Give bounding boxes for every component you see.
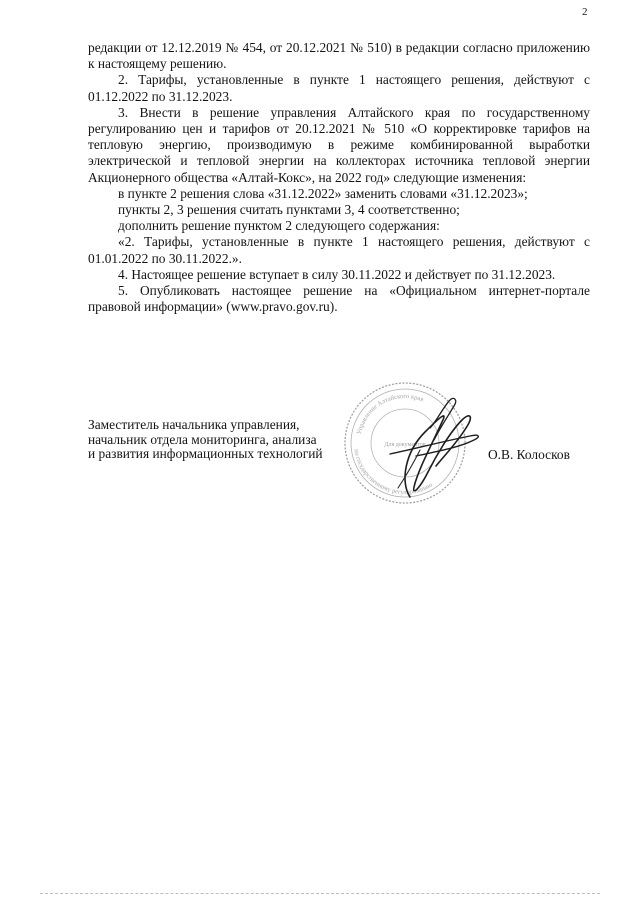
item-5-paragraph: 5. Опубликовать настоящее решение на «Официальном интернет-портале правовой информации» (www.pravo.gov.ru). [88, 283, 590, 315]
item-3-paragraph: 3. Внести в решение управления Алтайского края по государственному регулированию цен и тарифов от 20.12.2021 № 510 «О корректировке тарифов на тепловую энергию, производимую в режиме комбинированной выработки электрической и тепловой энергии на коллекторах источника тепловой энергии Акционерного общества «Алтай-Кокс», на 2022 год» следующие изменения: [88, 104, 590, 185]
item-3-change-1: в пункте 2 решения слова «31.12.2022» заменить словами «31.12.2023»; [118, 185, 528, 201]
continuation-paragraph: редакции от 12.12.2019 № 454, от 20.12.2021 № 510) в редакции согласно приложению к настоящему решению. [88, 40, 590, 72]
document-body [88, 40, 590, 315]
page-bottom-edge [40, 893, 600, 894]
item-3-change-2: пункты 2, 3 решения считать пунктами 3, 4 соответственно; [118, 202, 460, 218]
signatory-position [88, 418, 358, 462]
item-4-paragraph: 4. Настоящее решение вступает в силу 30.11.2022 и действует по 31.12.2023. [118, 266, 556, 282]
item-2-paragraph: 2. Тарифы, установленные в пункте 1 настоящего решения, действуют с 01.12.2022 по 31.12.2023. [88, 72, 590, 104]
item-3-quote: «2. Тарифы, установленные в пункте 1 настоящего решения, действуют с 01.01.2022 по 30.11.2022.». [88, 234, 590, 266]
handwritten-signature-icon [370, 392, 490, 512]
seal-text-bottom: по государственному регулированию [352, 448, 434, 497]
signatory-name: О.В. Колосков [488, 447, 570, 462]
seal-text-top: Управление Алтайского края [355, 392, 425, 436]
signatory-position-line-3: и развития информационных технологий [88, 446, 323, 461]
signatory-position-line-1: Заместитель начальника управления, [88, 417, 300, 432]
item-3-change-3: дополнить решение пунктом 2 следующего содержания: [118, 218, 440, 234]
page-number: 2 [582, 6, 588, 18]
seal-center-text: Для документов [384, 442, 426, 448]
signatory-position-line-2: начальник отдела мониторинга, анализа [88, 431, 317, 447]
